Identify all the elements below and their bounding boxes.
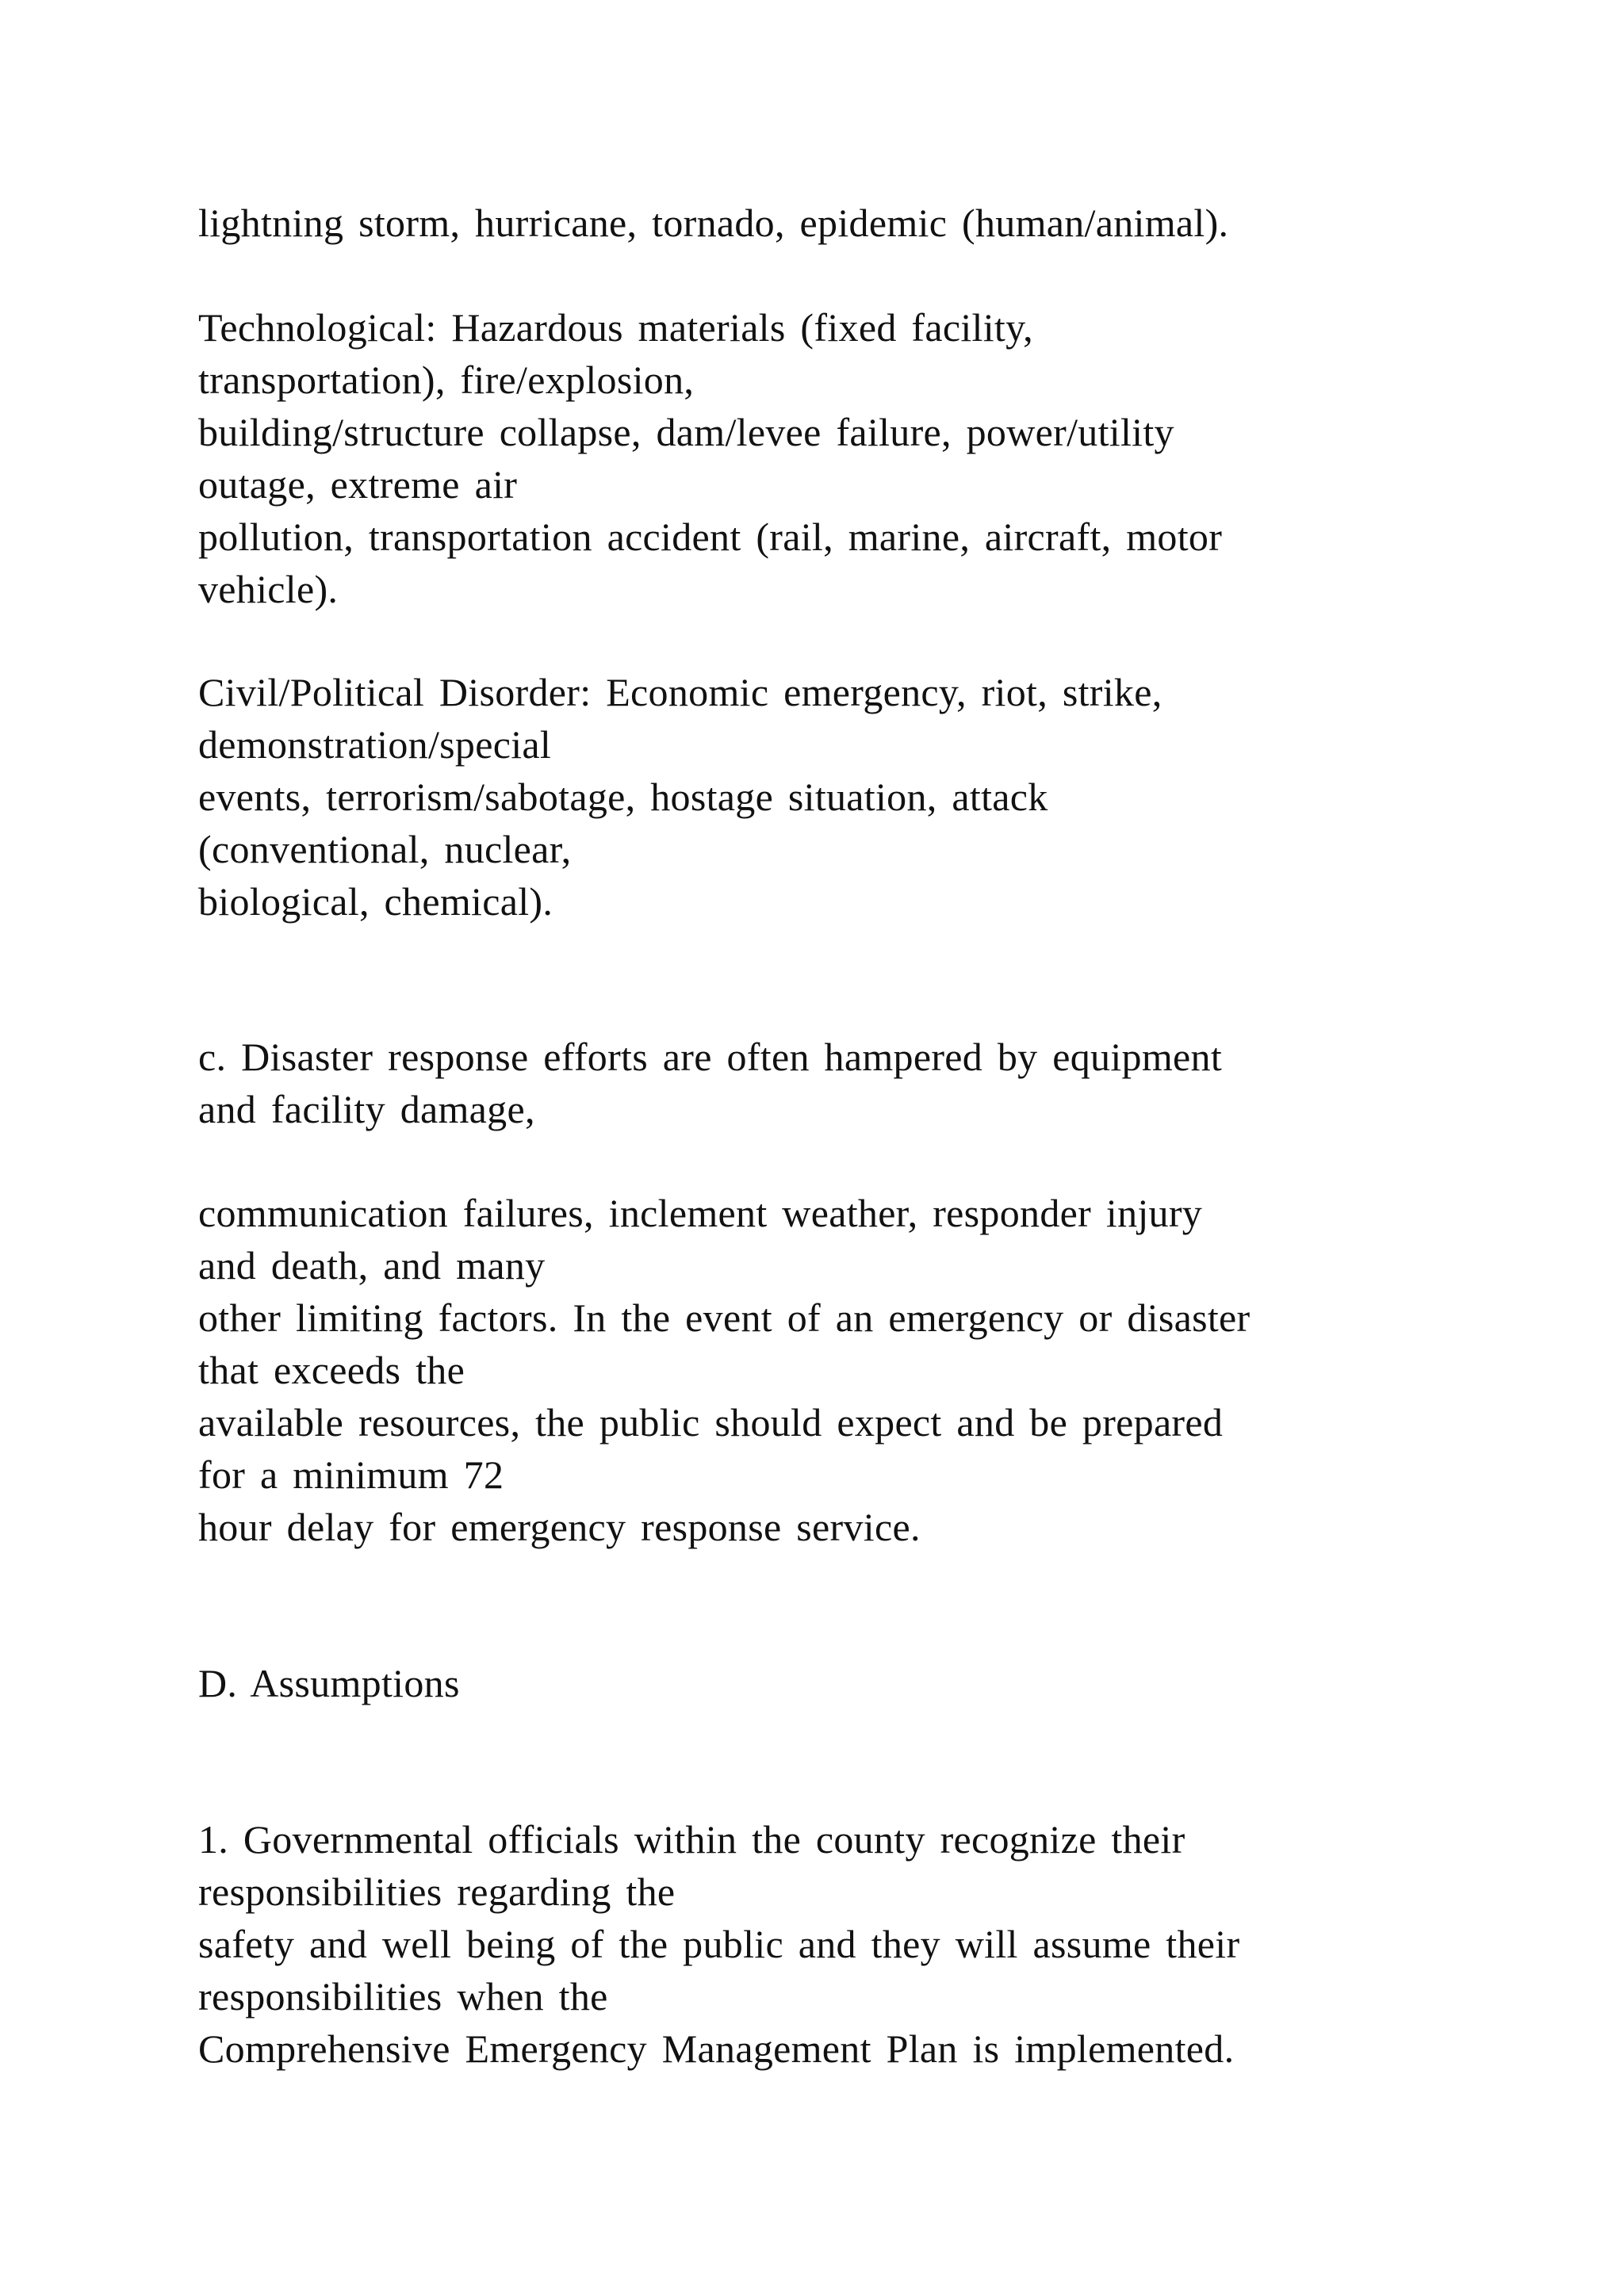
paragraph-natural-hazards-continued [198, 197, 1546, 249]
text-line: and death, and many [198, 1243, 546, 1288]
text-line: 1. Governmental officials within the county recognize their [198, 1817, 1185, 1862]
text-line: Comprehensive Emergency Management Plan is implemented. [198, 2026, 1235, 2071]
text-line: responsibilities when the [198, 1974, 608, 2019]
text-line: transportation), fire/explosion, [198, 358, 695, 402]
text-line: that exceeds the [198, 1348, 465, 1392]
text-line: for a minimum 72 [198, 1452, 504, 1497]
text-line: safety and well being of the public and they will assume their [198, 1922, 1240, 1966]
text-line: biological, chemical). [198, 879, 553, 924]
text-line: lightning storm, hurricane, tornado, epidemic (human/animal). [198, 201, 1229, 245]
paragraph-civil-political-disorder [198, 666, 1546, 928]
text-line: Technological: Hazardous materials (fixed facility, [198, 305, 1033, 350]
text-line: available resources, the public should expect and be prepared [198, 1400, 1224, 1445]
text-line: communication failures, inclement weather, responder injury [198, 1191, 1203, 1235]
text-line: outage, extreme air [198, 462, 518, 507]
text-line: vehicle). [198, 567, 339, 611]
text-line: (conventional, nuclear, [198, 827, 572, 871]
text-line: and facility damage, [198, 1087, 535, 1131]
paragraph-c-disaster-response [198, 1031, 1546, 1135]
text-line: hour delay for emergency response service. [198, 1505, 921, 1549]
heading-text: D. Assumptions [198, 1661, 460, 1705]
paragraph-assumption-1 [198, 1813, 1546, 2075]
section-heading-assumptions [198, 1657, 1546, 1709]
paragraph-technological-hazards [198, 301, 1546, 615]
text-line: responsibilities regarding the [198, 1869, 676, 1914]
text-line: events, terrorism/sabotage, hostage situation, attack [198, 775, 1048, 819]
text-line: c. Disaster response efforts are often hampered by equipment [198, 1035, 1223, 1079]
text-line: other limiting factors. In the event of an emergency or disaster [198, 1295, 1251, 1340]
paragraph-limiting-factors [198, 1187, 1546, 1553]
text-line: pollution, transportation accident (rail, marine, aircraft, motor [198, 515, 1223, 559]
text-line: Civil/Political Disorder: Economic emergency, riot, strike, [198, 670, 1162, 714]
text-line: building/structure collapse, dam/levee failure, power/utility [198, 410, 1174, 454]
text-line: demonstration/special [198, 722, 552, 767]
